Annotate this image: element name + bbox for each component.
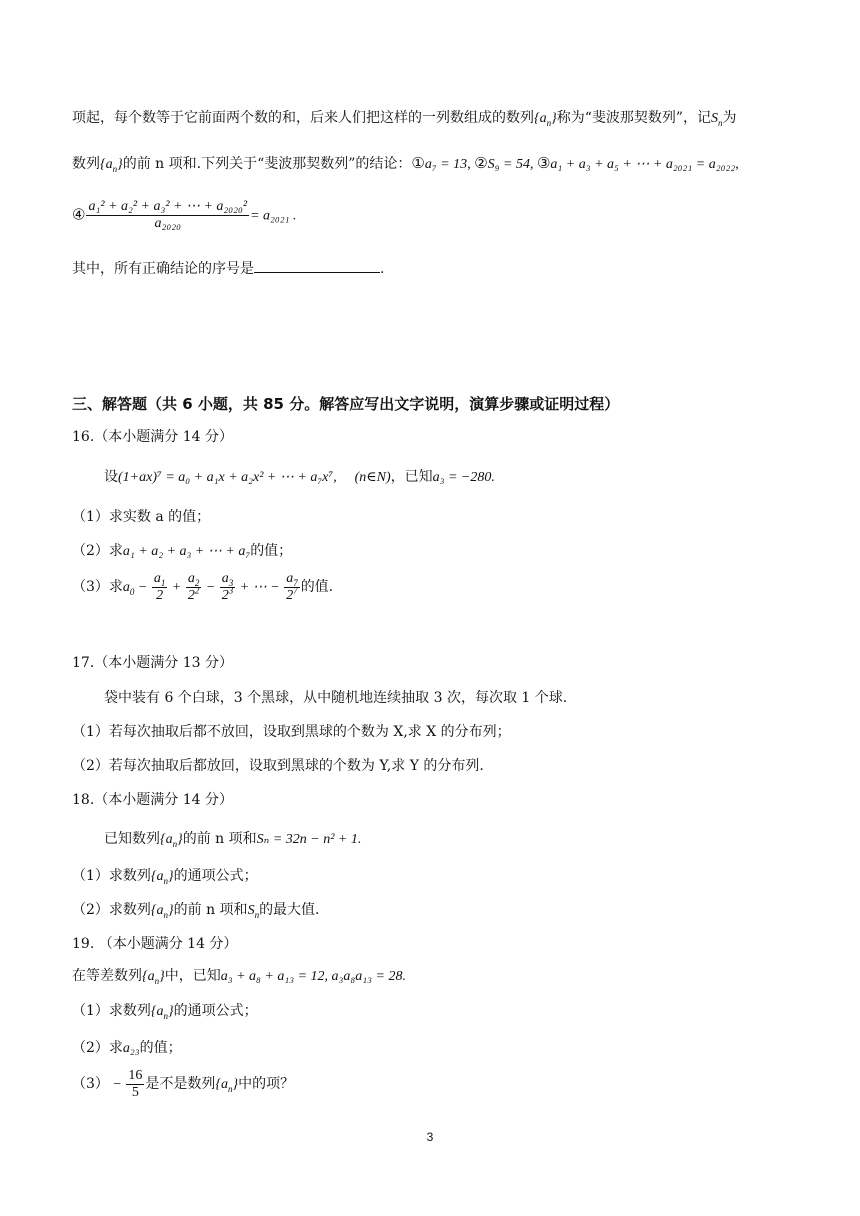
q16-stem-post: ，已知 [390,469,433,485]
q16-frac-7: $\frac{a_7}{2^7}$ [286,570,298,603]
q18-p1-pre: （1）求数列 [72,868,151,884]
q19-p3-pre: （3） [72,1076,109,1092]
q18-seq: $\{a_n\}$ [160,832,183,849]
q17-stem: 袋中装有 6 个白球，3 个黑球，从中随机地连续抽取 3 次，每次取 1 个球. [104,690,568,706]
q16-given: a₃ = −280. [432,470,495,485]
seq-an-1: $\{a_n\}$ [534,111,557,128]
q19-part-3: （3） − $\frac{16}{5}$ 是不是数列$\{a_n\}$中的项？ [72,1067,295,1100]
claim-4-numerator: a₁² + a₂² + a₃² + ⋯ + a₂₀₂₀² [88,199,248,214]
q19-stem: 在等差数列$\{a_n\}$中，已知a₃ + a₈ + a₁₃ = 12, a₃a₈a₁₃ = 28. [72,968,406,986]
q16-p3-post: 的值. [300,579,334,595]
q18-stem-mid: 的前 n 项和 [182,831,257,847]
seq-an-2: $\{a_n\}$ [100,157,123,174]
q16-frac-2: $\frac{a_2}{2^2}$ [187,570,200,603]
q18-part-2: （2）求数列$\{a_n\}$的前 n 项和$S_n$的最大值. [72,902,320,920]
claim-4-marker: ④ [72,205,86,224]
q16-p3-pre: （3）求 [72,579,123,595]
claim-4-denominator: a₂₀₂₀ [154,216,182,231]
claim-3-marker: ③ [536,154,551,172]
q16-stem [104,466,800,489]
q16-p2-pre: （2）求 [72,543,123,559]
q16-part-2 [72,540,800,563]
answer-line [72,258,800,280]
intro-text-2b: 的前 n 项和.下列关于“斐波那契数列”的结论： [122,156,412,172]
q18-p2-mid: 的前 n 项和 [173,902,248,918]
intro-line-1 [72,107,800,130]
q19-p2-post: 的值； [139,1040,182,1056]
claim-4-fraction [86,199,249,232]
q18-stem [104,828,800,851]
answer-period: . [380,261,385,277]
q18-stem-pre: 已知数列 [104,831,160,847]
q16-part-1: （1）求实数 a 的值； [72,509,211,525]
q19-part-2 [72,1037,800,1060]
q18-sn-formula: Sₙ = 32n − n² + 1. [256,832,362,847]
q16-heading: 16.（本小题满分 14 分） [72,429,233,445]
q18-heading: 18.（本小题满分 14 分） [72,792,233,808]
sn-symbol: $S_n$ [711,111,723,128]
q17-part-1: （1）若每次抽取后都不放回，设取到黑球的个数为 X,求 X 的分布列； [72,724,511,740]
q17-heading: 17.（本小题满分 13 分） [72,655,233,671]
claim-2-marker: ② [474,154,488,172]
q16-part-3: （3）求$a_0$ − $\frac{a_1}{2}$ + $\frac{a_2}{2^2}$ − $\frac{a_3}{2^3}$ + ⋯ − $\frac{a_7}{2^7}$ 的值. [72,570,334,603]
q16-expansion: (1+ax)⁷ = a₀ + a₁x + a₂x² + ⋯ + a₇x⁷, [118,470,337,485]
q18-p2-post: 的最大值. [259,902,320,918]
intro-text-1c: 为 [722,110,737,126]
page-number: 3 [426,1130,434,1144]
q19-conditions: a₃ + a₈ + a₁₃ = 12, a₃a₈a₁₃ = 28. [220,969,406,984]
q19-stem-mid: 中，已知 [164,968,221,984]
q16-frac-1: $\frac{a_1}{2}$ [153,570,166,603]
q16-condition: (n∈N) [354,470,391,485]
q16-frac-3: $\frac{a_3}{2^3}$ [221,570,234,603]
intro-text-1: 项起，每个数等于它前面两个数的和，后来人们把这样的一列数组成的数列 [72,110,534,126]
q17-part-2: （2）若每次抽取后都放回，设取到黑球的个数为 Y,求 Y 的分布列. [72,758,484,774]
answer-prompt: 其中，所有正确结论的序号是 [72,261,254,277]
section-3-heading: 三、解答题（共 6 小题，共 85 分。解答应写出文字说明，演算步骤或证明过程） [72,395,620,413]
claim-2-expr: S₉ = 54 [487,157,530,172]
q18-p1-post: 的通项公式； [173,868,258,884]
q19-part-1: （1）求数列$\{a_n\}$的通项公式； [72,1003,258,1021]
q19-stem-pre: 在等差数列 [72,968,142,984]
q18-part-1: （1）求数列$\{a_n\}$的通项公式； [72,868,258,886]
q16-stem-pre: 设 [104,469,118,485]
claim-1-expr: a₇ = 13 [424,157,468,172]
intro-text-2: 数列 [72,156,100,172]
q19-a23: a₂₃ [122,1041,140,1056]
q19-fraction: $\frac{16}{5}$ [128,1067,143,1100]
claim-4-line [72,199,800,232]
claim-1-marker: ① [411,154,425,172]
answer-blank[interactable] [254,258,380,273]
q16-p2-sum: a₁ + a₂ + a₃ + ⋯ + a₇ [122,544,251,559]
q19-heading: 19. （本小题满分 14 分） [72,936,238,952]
intro-text-1b: 称为“斐波那契数列”，记 [556,110,712,126]
q19-p1-post: 的通项公式； [173,1003,258,1019]
q19-p1-pre: （1）求数列 [72,1003,151,1019]
q19-p3-post: 是不是数列 [145,1076,216,1092]
q19-p2-pre: （2）求 [72,1040,123,1056]
intro-line-2: 数列$\{a_n\}$的前 n 项和.下列关于“斐波那契数列”的结论：①a₇ = 13, ②S₉ = 54, ③a₁ + a₃ + a₅ + ⋯ + a₂₀₂₁ = a₂₀₂₂, [72,154,739,174]
claim-3-expr: a₁ + a₃ + a₅ + ⋯ + a₂₀₂₁ = a₂₀₂₂ [550,157,736,172]
q19-p3-end: 中的项？ [238,1076,295,1092]
q16-p2-post: 的值； [250,543,293,559]
q18-p2-pre: （2）求数列 [72,902,151,918]
claim-4-rhs: = a₂₀₂₁ . [250,208,297,224]
